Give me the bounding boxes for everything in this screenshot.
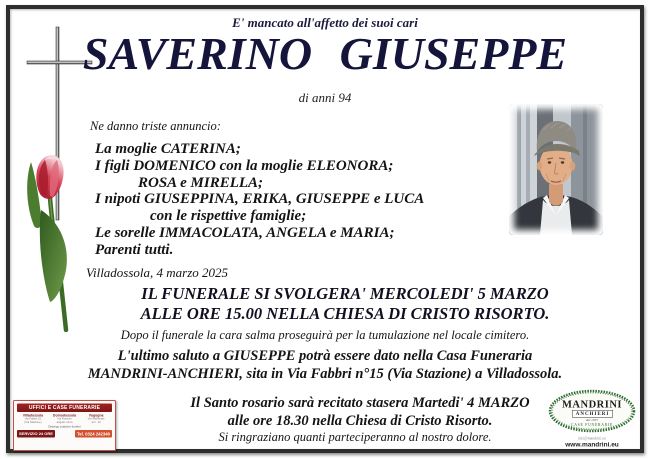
family-line: ROSA e MIRELLA;	[138, 174, 264, 191]
service-24h-badge: SERVIZIO 24 ORE	[19, 431, 53, 436]
offices-banner: UFFICI E CASE FUNERARIE	[17, 404, 112, 413]
logo-website-text: www.mandrini.eu	[565, 440, 619, 448]
rosary-line: Il Santo rosario sarà recitato stasera Martedi' 4 MARZO	[190, 395, 530, 411]
mandrini-logo	[547, 388, 637, 451]
tulip-image	[16, 148, 88, 332]
logo-since-text: dal 1937	[585, 418, 599, 422]
family-line: La moglie CATERINA;	[95, 141, 241, 157]
after-funeral-line: Dopo il funerale la cara salma proseguirà per la tumulazione nel locale cimitero.	[120, 328, 530, 342]
family-line: I figli DOMENICO con la moglie ELEONORA;	[95, 157, 394, 174]
age-line: di anni 94	[298, 90, 352, 105]
intro-line: E' mancato all'affetto dei suoi cari	[232, 15, 418, 30]
funeral-offices-card	[13, 400, 116, 451]
photo-vignette	[509, 104, 603, 235]
place-date-line: Villadossola, 4 marzo 2025	[86, 265, 229, 280]
logo-brand-text: MANDRINI	[562, 398, 622, 410]
family-line: I nipoti GIUSEPPINA, ERIKA, GIUSEPPE e LUCA	[95, 191, 425, 208]
logo-sub-text: ANCHIERI	[572, 410, 613, 418]
thanks-line: Si ringraziano quanti parteciperanno al nostro dolore.	[218, 430, 492, 444]
office-column: Domodossola Via Rosmini angolo corso	[52, 414, 77, 424]
office-column: Villadossola Via Fabbri 15 (Via Stazione)	[22, 414, 44, 424]
funeral-line: IL FUNERALE SI SVOLGERA' MERCOLEDI' 5 MARZO	[141, 284, 549, 303]
phone-badge: Tel. 0324 242340	[76, 431, 110, 437]
family-line: con le rispettive famiglie;	[150, 208, 307, 225]
logo-email-text: info@mandrini.eu	[578, 436, 606, 441]
rosary-line: alle ore 18.30 nella Chiesa di Cristo Risorto.	[227, 413, 493, 429]
offices-columns	[14, 414, 115, 425]
deceased-name-title: SAVERINO GIUSEPPE	[82, 28, 568, 79]
funeral-line: ALLE ORE 15.00 NELLA CHIESA DI CRISTO RISORTO.	[140, 303, 550, 323]
office-column: Vogogna Via Nazionale al n. 10	[87, 414, 105, 424]
last-goodbye-info	[0, 347, 650, 383]
family-line: Parenti tutti.	[95, 241, 174, 258]
goodbye-line: L'ultimo saluto a GIUSEPPE potrà essere dato nella Casa Funeraria	[117, 348, 533, 364]
goodbye-line: MANDRINI-ANCHIERI, sita in Via Fabbri n°15 (Via Stazione) a Villadossola.	[87, 366, 563, 382]
family-line: Le sorelle IMMACOLATA, ANGELA e MARIA;	[95, 224, 395, 241]
funeral-info	[85, 284, 605, 323]
logo-tagline-text: CASE FUNERARIE	[570, 422, 614, 427]
announce-line: Ne danno triste annuncio:	[90, 119, 221, 133]
family-list	[95, 141, 424, 259]
offices-note: Disbrigo pratiche funebri	[48, 425, 81, 429]
deceased-portrait-photo	[509, 104, 603, 235]
